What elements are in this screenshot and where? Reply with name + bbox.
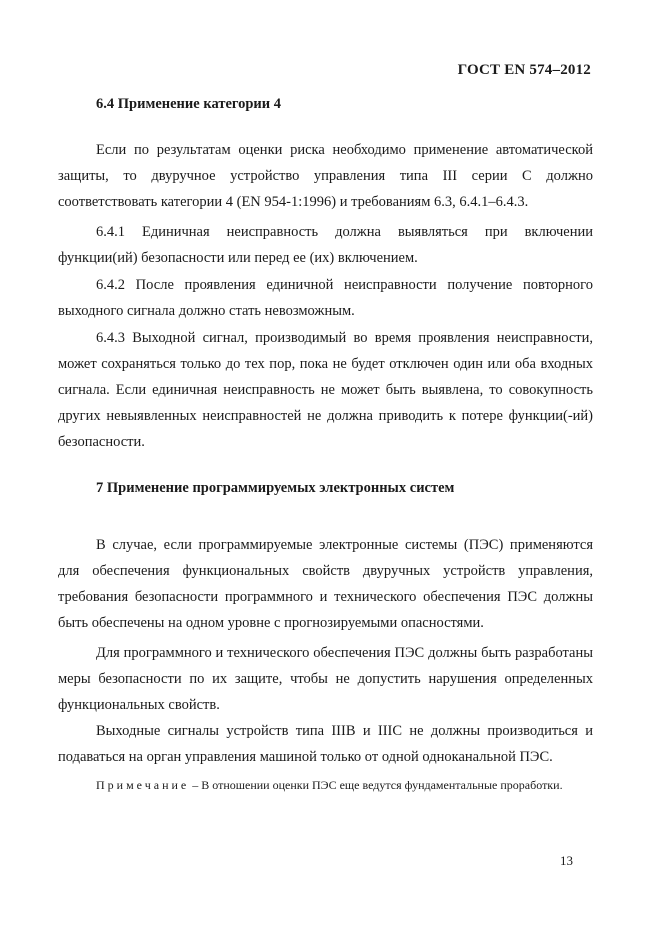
section-7-paragraph-1: В случае, если программируемые электронные системы (ПЭС) применяются для обеспечения функциональных свойств двуручных устройств управления, требования безопасности программного и технического обеспечения ПЭС должны быть обеспечены на одном уровне с прогнозируемыми опасностями.	[58, 537, 593, 631]
paragraph-6-4-3: 6.4.3 Выходной сигнал, производимый во время проявления неисправности, может сохраняться только до тех пор, пока не будет отключен один или оба входных сигнала. Если единичная неисправность не может быть выявлена, то совокупность других невыявленных неисправностей не должна приводить к потере функции(-ий) безопасности.	[58, 330, 593, 450]
paragraph-6-4-2: 6.4.2 После проявления единичной неисправности получение повторного выходного сигнала должно стать невозможным.	[58, 277, 593, 319]
section-7-paragraph-3: Выходные сигналы устройств типа IIIВ и IIIС не должны производиться и подаваться на орган управления машиной только от одной одноканальной ПЭС.	[58, 723, 593, 765]
section-7-paragraph-2: Для программного и технического обеспечения ПЭС должны быть разработаны меры безопасности по их защите, чтобы не допустить нарушения определенных функциональных свойств.	[58, 645, 593, 713]
note-text: – В отношении оценки ПЭС еще ведутся фундаментальные проработки.	[189, 778, 563, 792]
paragraph-6-4-1: 6.4.1 Единичная неисправность должна выявляться при включении функции(ий) безопасности или перед ее (их) включением.	[58, 224, 593, 266]
section-6-4-heading: 6.4 Применение категории 4	[96, 96, 282, 112]
standard-code-header: ГОСТ EN 574–2012	[457, 62, 591, 78]
page-number: 13	[560, 853, 573, 868]
section-7-heading: 7 Применение программируемых электронных систем	[96, 480, 455, 496]
note-paragraph	[58, 774, 593, 797]
note-label: Примечание	[96, 778, 190, 792]
section-6-4-intro-paragraph: Если по результатам оценки риска необходимо применение автоматической защиты, то двуручное устройство управления типа III серии С должно соответствовать категории 4 (EN 954-1:1996) и требованиям 6.3, 6.4.1–6.4.3.	[58, 142, 593, 210]
